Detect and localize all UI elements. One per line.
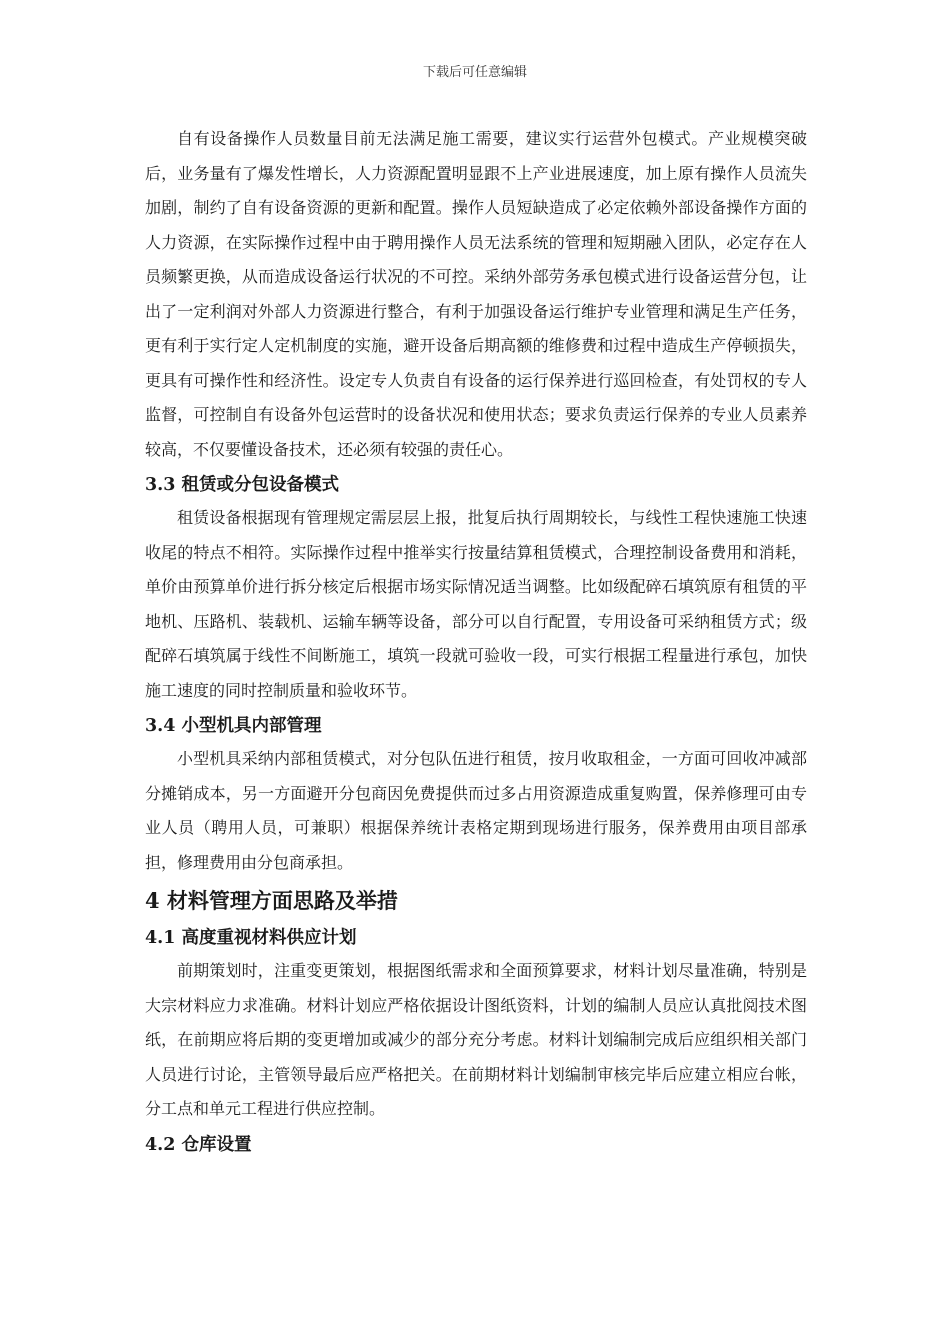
heading-3-3: 3.3 租赁或分包设备模式 bbox=[145, 475, 340, 495]
paragraph-3-4: 小型机具采纳内部租赁模式，对分包队伍进行租赁，按月收取租金，一方面可回收冲减部分摊销成本，另一方面避开分包商因免费提供而过多占用资源造成重复购置，保养修理可由专业人员（聘用人员，可兼职）根据保养统计表格定期到现场进行服务，保养费用由项目部承担，修理费用由分包商承担。 bbox=[145, 749, 807, 872]
heading-4-1: 4.1 高度重视材料供应计划 bbox=[145, 928, 357, 948]
heading-4: 4 材料管理方面思路及举措 bbox=[145, 888, 398, 913]
paragraph-3-3: 租赁设备根据现有管理规定需层层上报，批复后执行周期较长，与线性工程快速施工快速收尾的特点不相符。实际操作过程中推举实行按量结算租赁模式，合理控制设备费用和消耗，单价由预算单价进行拆分核定后根据市场实际情况适当调整。比如级配碎石填筑原有租赁的平地机、压路机、装载机、运输车辆等设备，部分可以自行配置，专用设备可采纳租赁方式；级配碎石填筑属于线性不间断施工，填筑一段就可验收一段，可实行根据工程量进行承包，加快施工速度的同时控制质量和验收环节。 bbox=[145, 508, 807, 700]
heading-3-4: 3.4 小型机具内部管理 bbox=[145, 716, 322, 736]
heading-4-2: 4.2 仓库设置 bbox=[145, 1134, 252, 1155]
page-header: 下载后可任意编辑 bbox=[422, 65, 527, 80]
paragraph-outsourcing: 自有设备操作人员数量目前无法满足施工需要，建议实行运营外包模式。产业规模突破后，业务量有了爆发性增长，人力资源配置明显跟不上产业进展速度，加上原有操作人员流失加剧，制约了自有设备资源的更新和配置。操作人员短缺造成了必定依赖外部设备操作方面的人力资源，在实际操作过程中由于聘用操作人员无法系统的管理和短期融入团队，必定存在人员频繁更换，从而造成设备运行状况的不可控。采纳外部劳务承包模式进行设备运营分包，让出了一定利润对外部人力资源进行整合，有利于加强设备运行维护专业管理和满足生产任务，更有利于实行定人定机制度的实施，避开设备后期高额的维修费和过程中造成生产停顿损失，更具有可操作性和经济性。设定专人负责自有设备的运行保养进行巡回检查，有处罚权的专人监督，可控制自有设备外包运营时的设备状况和使用状态；要求负责运行保养的专业人员素养较高，不仅要懂设备技术，还必须有较强的责任心。 bbox=[145, 129, 807, 459]
document-body bbox=[145, 122, 807, 1161]
paragraph-4-1: 前期策划时，注重变更策划，根据图纸需求和全面预算要求，材料计划尽量准确，特别是大宗材料应力求准确。材料计划应严格依据设计图纸资料，计划的编制人员应认真批阅技术图纸，在前期应将后期的变更增加或减少的部分充分考虑。材料计划编制完成后应组织相关部门人员进行讨论，主管领导最后应严格把关。在前期材料计划编制审核完毕后应建立相应台帐，分工点和单元工程进行供应控制。 bbox=[145, 961, 807, 1118]
